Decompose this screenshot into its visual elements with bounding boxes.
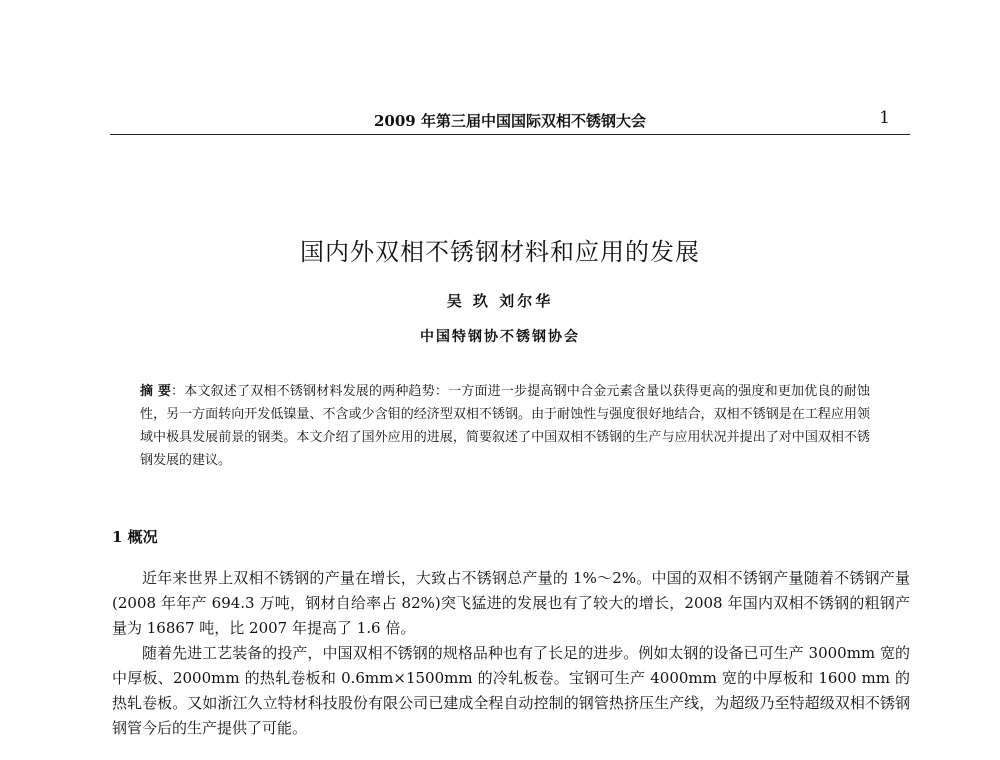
abstract-text: ：本文叙述了双相不锈钢材料发展的两种趋势：一方面进一步提高钢中合金元素含量以获得更高的强度和更加优良的耐蚀性，另一方面转向开发低镍量、不含或少含钼的经济型双相不锈钢。由于耐蚀性与强度很好地结合，双相不锈钢是在工程应用领域中极具发展前景的钢类。本文介绍了国外应用的进展，简要叙述了中国双相不锈钢的生产与应用状况并提出了对中国双相不锈钢发展的建议。 [140, 384, 870, 468]
abstract [140, 380, 870, 472]
authors: 吴 玖 刘尔华 [446, 292, 554, 310]
paragraph: 随着先进工艺装备的投产，中国双相不锈钢的规格品种也有了长足的进步。例如太钢的设备已可生产 3000mm 宽的中厚板、2000mm 的热轧卷板和 0.6mm×1500mm 的冷轧板卷。宝钢可生产 4000mm 宽的中厚板和 1600 mm 的热轧卷板。又如浙江久立特材科技股份有限公司已建成全程自动控制的钢管热挤压生产线，为超级乃至特超级双相不锈钢钢管今后的生产提供了可能。 [112, 644, 910, 737]
paper-title: 国内外双相不锈钢材料和应用的发展 [300, 238, 700, 266]
paragraph: 近年来世界上双相不锈钢的产量在增长，大致占不锈钢总产量的 1%～2%。中国的双相不锈钢产量随着不锈钢产量(2008 年年产 694.3 万吨，钢材自给率占 82%)突飞猛进的发展也有了较大的增长，2008 年国内双相不锈钢的粗钢产量为 16867 吨，比 2007 年提高了 1.6 倍。 [112, 569, 910, 637]
running-header [110, 104, 910, 135]
section-body [112, 566, 910, 741]
section-heading: 1 概况 [112, 528, 158, 546]
abstract-label: 摘 要 [140, 384, 172, 399]
running-title: 2009 年第三届中国国际双相不锈钢大会 [374, 112, 646, 130]
affiliation: 中国特钢协不锈钢协会 [420, 329, 580, 345]
page-number: 1 [879, 108, 890, 128]
